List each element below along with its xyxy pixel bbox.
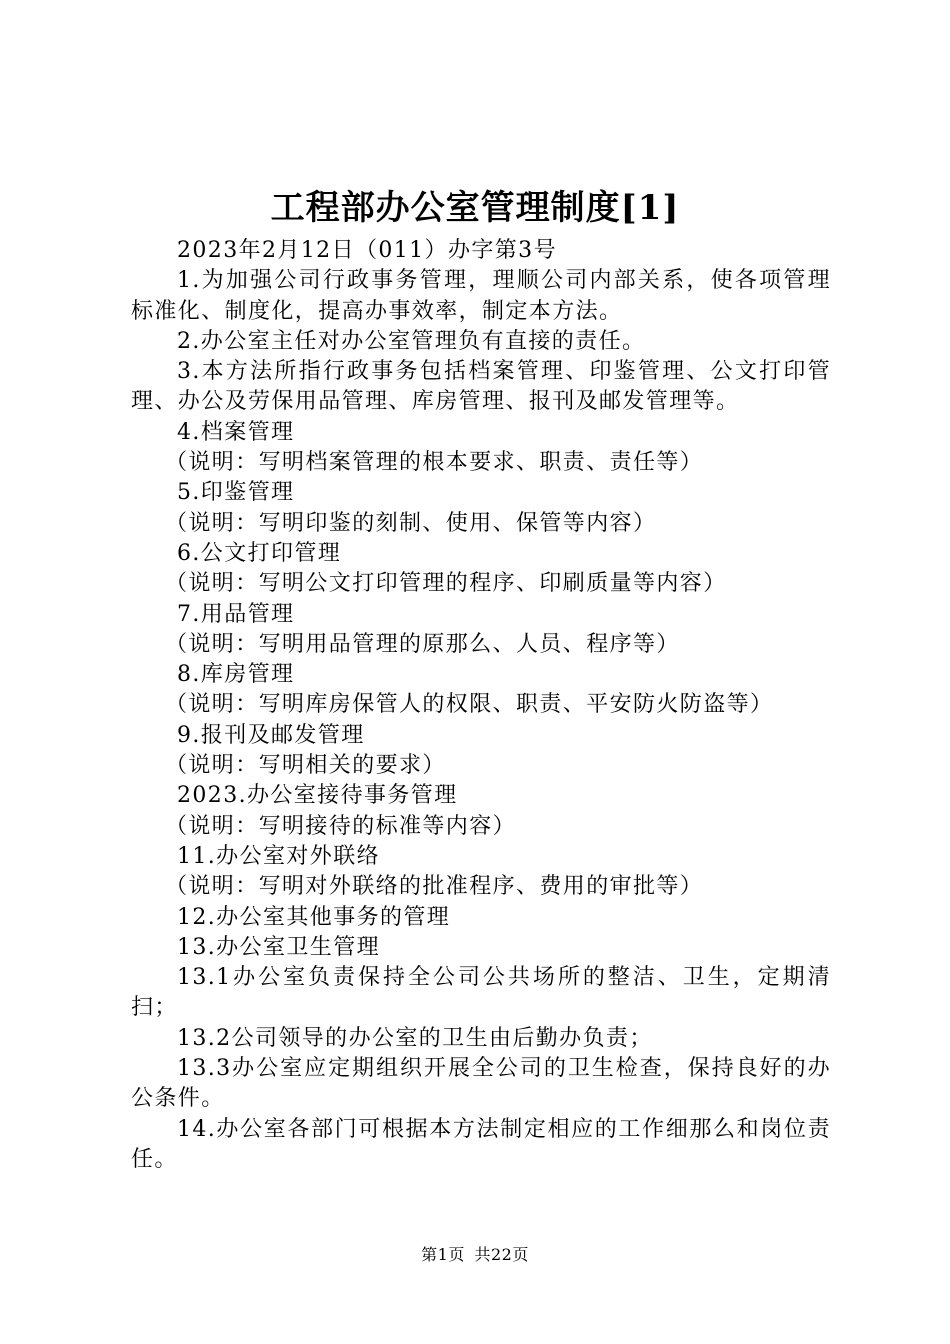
- paragraph: 8.库房管理: [177, 662, 295, 688]
- paragraph: 3.本方法所指行政事务包括档案管理、印鉴管理、公文打印管理、办公及劳保用品管理、库房管理、报刊及邮发管理等。: [131, 359, 831, 415]
- paragraph: 13.办公室卫生管理: [177, 934, 380, 960]
- paragraph: 9.报刊及邮发管理: [177, 722, 365, 748]
- explanatory-note: （说明：写明相关的要求）: [165, 753, 446, 779]
- page-number: 第1页: [421, 1245, 465, 1264]
- paragraph: 7.用品管理: [177, 601, 295, 627]
- paragraph: 5.印鉴管理: [177, 480, 295, 506]
- paragraph: 13.3办公室应定期组织开展全公司的卫生检查，保持良好的办公条件。: [131, 1056, 831, 1112]
- explanatory-note: （说明：写明印鉴的刻制、使用、保管等内容）: [165, 510, 657, 536]
- explanatory-note: （说明：写明公文打印管理的程序、印刷质量等内容）: [165, 571, 727, 597]
- paragraph: 13.1办公室负责保持全公司公共场所的整洁、卫生，定期清扫；: [131, 965, 831, 1021]
- paragraph: 2023.办公室接待事务管理: [177, 783, 458, 809]
- explanatory-note: （说明：写明对外联络的批准程序、费用的审批等）: [165, 874, 704, 900]
- paragraph-list: [131, 266, 831, 1175]
- paragraph: 1.为加强公司行政事务管理，理顺公司内部关系，使各项管理标准化、制度化，提高办事效率，制定本方法。: [131, 268, 831, 324]
- document-body: [131, 236, 831, 1175]
- paragraph: 11.办公室对外联络: [177, 843, 380, 869]
- explanatory-note: （说明：写明用品管理的原那么、人员、程序等）: [165, 631, 680, 657]
- paragraph: 14.办公室各部门可根据本方法制定相应的工作细那么和岗位责任。: [131, 1116, 831, 1172]
- explanatory-note: （说明：写明库房保管人的权限、职责、平安防火防盗等）: [165, 692, 774, 718]
- page-footer: [0, 1242, 950, 1265]
- explanatory-note: （说明：写明档案管理的根本要求、职责、责任等）: [165, 450, 704, 476]
- paragraph: 4.档案管理: [177, 419, 295, 445]
- paragraph: 6.公文打印管理: [177, 540, 342, 566]
- paragraph: 12.办公室其他事务的管理: [177, 904, 451, 930]
- explanatory-note: （说明：写明接待的标准等内容）: [165, 813, 517, 839]
- page-total: 共22页: [474, 1245, 529, 1264]
- paragraph: 2.办公室主任对办公室管理负有直接的责任。: [177, 328, 646, 354]
- dateline: 2023年2月12日（011）办字第3号: [177, 238, 557, 263]
- paragraph: 13.2公司领导的办公室的卫生由后勤办负责；: [177, 1025, 653, 1051]
- document-title: 工程部办公室管理制度[1]: [270, 188, 680, 228]
